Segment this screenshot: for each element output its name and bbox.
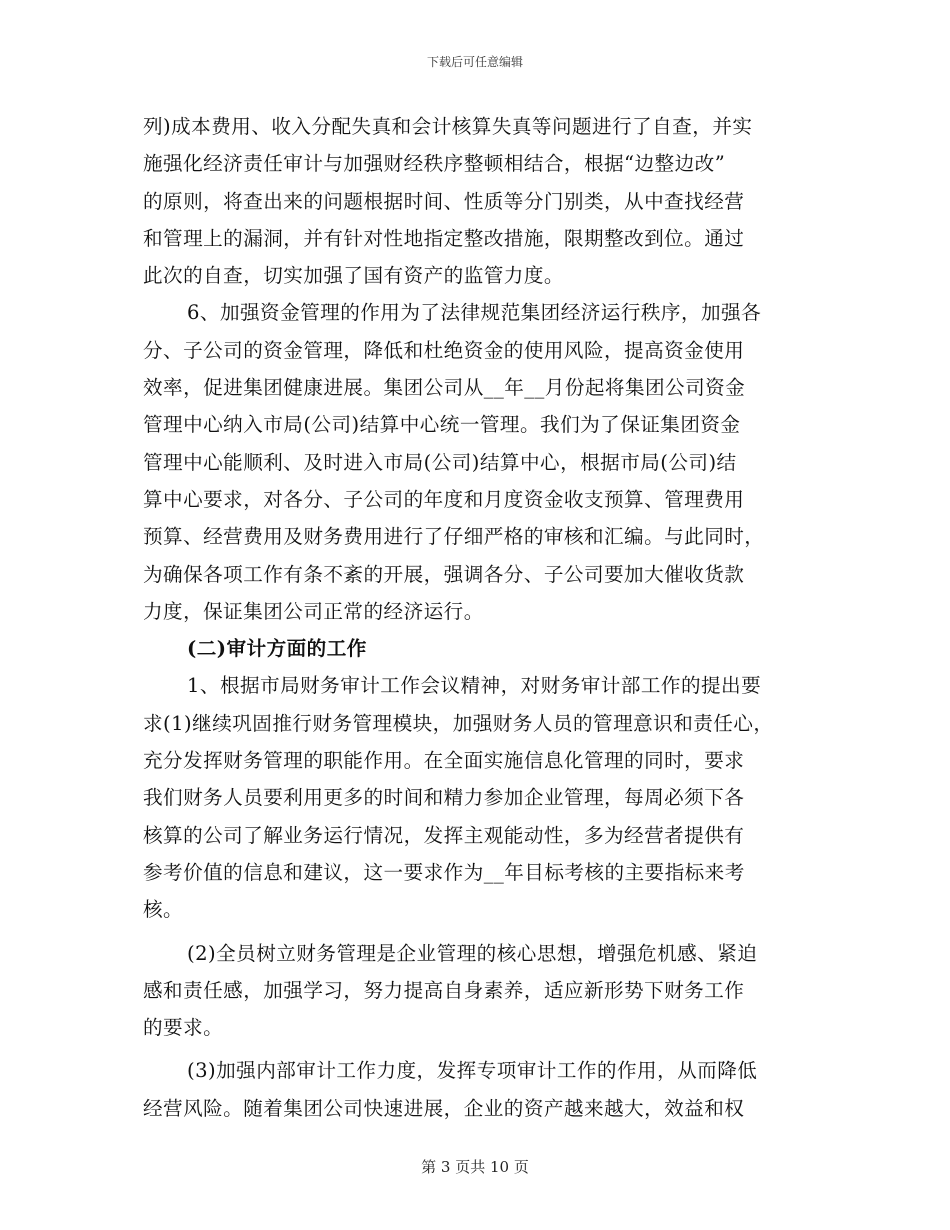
- text-line: 施强化经济责任审计与加强财经秩序整顿相结合，根据“边整边改”: [143, 152, 726, 176]
- text-line: 我们财务人员要利用更多的时间和精力参加企业管理，每周必须下各: [143, 786, 745, 810]
- text-line: 的要求。: [143, 1016, 224, 1040]
- text-line: 为确保各项工作有条不紊的开展，强调各分、子公司要加大催收货款: [143, 562, 745, 586]
- text-line: 力度，保证集团公司正常的经济运行。: [143, 599, 484, 623]
- text-line: 充分发挥财务管理的职能作用。在全面实施信息化管理的同时，要求: [143, 749, 745, 773]
- text-line: 核算的公司了解业务运行情况，发挥主观能动性，多为经营者提供有: [143, 823, 745, 847]
- text-line: 预算、经营费用及财务费用进行了仔细严格的审核和汇编。与此同时，: [143, 525, 765, 549]
- section-heading: (二)审计方面的工作: [187, 637, 367, 661]
- paragraph-start-line: (3)加强内部审计工作力度，发挥专项审计工作的作用，从而降低: [187, 1059, 758, 1083]
- text-line: 参考价值的信息和建议，这一要求作为__年目标考核的主要指标来考: [143, 860, 745, 884]
- page-header: 下载后可任意编辑: [426, 55, 523, 69]
- text-line: 和管理上的漏洞，并有针对性地指定整改措施，限期整改到位。通过: [143, 226, 745, 250]
- document-body: [143, 108, 813, 1127]
- paragraph-start-line: 6、加强资金管理的作用为了法律规范集团经济运行秩序，加强各: [187, 301, 762, 325]
- text-line: 管理中心能顺利、及时进入市局(公司)结算中心，根据市局(公司)结: [143, 450, 737, 474]
- text-line: 管理中心纳入市局(公司)结算中心统一管理。我们为了保证集团资金: [143, 413, 741, 437]
- page-footer: 第 3 页共 10 页: [421, 1158, 529, 1176]
- text-line: 算中心要求，对各分、子公司的年度和月度资金收支预算、管理费用: [143, 487, 745, 511]
- text-line: 此次的自查，切实加强了国有资产的监管力度。: [143, 264, 564, 288]
- text-line: 求(1)继续巩固推行财务管理模块，加强财务人员的管理意识和责任心，: [143, 711, 774, 735]
- text-line: 效率，促进集团健康进展。集团公司从__年__月份起将集团公司资金: [143, 376, 746, 400]
- text-line: 感和责任感，加强学习，努力提高自身素养，适应新形势下财务工作: [143, 978, 745, 1002]
- paragraph-start-line: (2)全员树立财务管理是企业管理的核心思想，增强危机感、紧迫: [187, 941, 758, 965]
- paragraph-start-line: 1、根据市局财务审计工作会议精神，对财务审计部工作的提出要: [187, 674, 762, 698]
- text-line: 分、子公司的资金管理，降低和杜绝资金的使用风险，提高资金使用: [143, 338, 745, 362]
- text-line: 经营风险。随着集团公司快速进展，企业的资产越来越大，效益和权: [143, 1096, 745, 1120]
- text-line: 核。: [143, 898, 184, 922]
- text-line: 的原则，将查出来的问题根据时间、性质等分门别类，从中查找经营: [143, 189, 745, 213]
- text-line: 列)成本费用、收入分配失真和会计核算失真等问题进行了自查，并实: [143, 115, 753, 138]
